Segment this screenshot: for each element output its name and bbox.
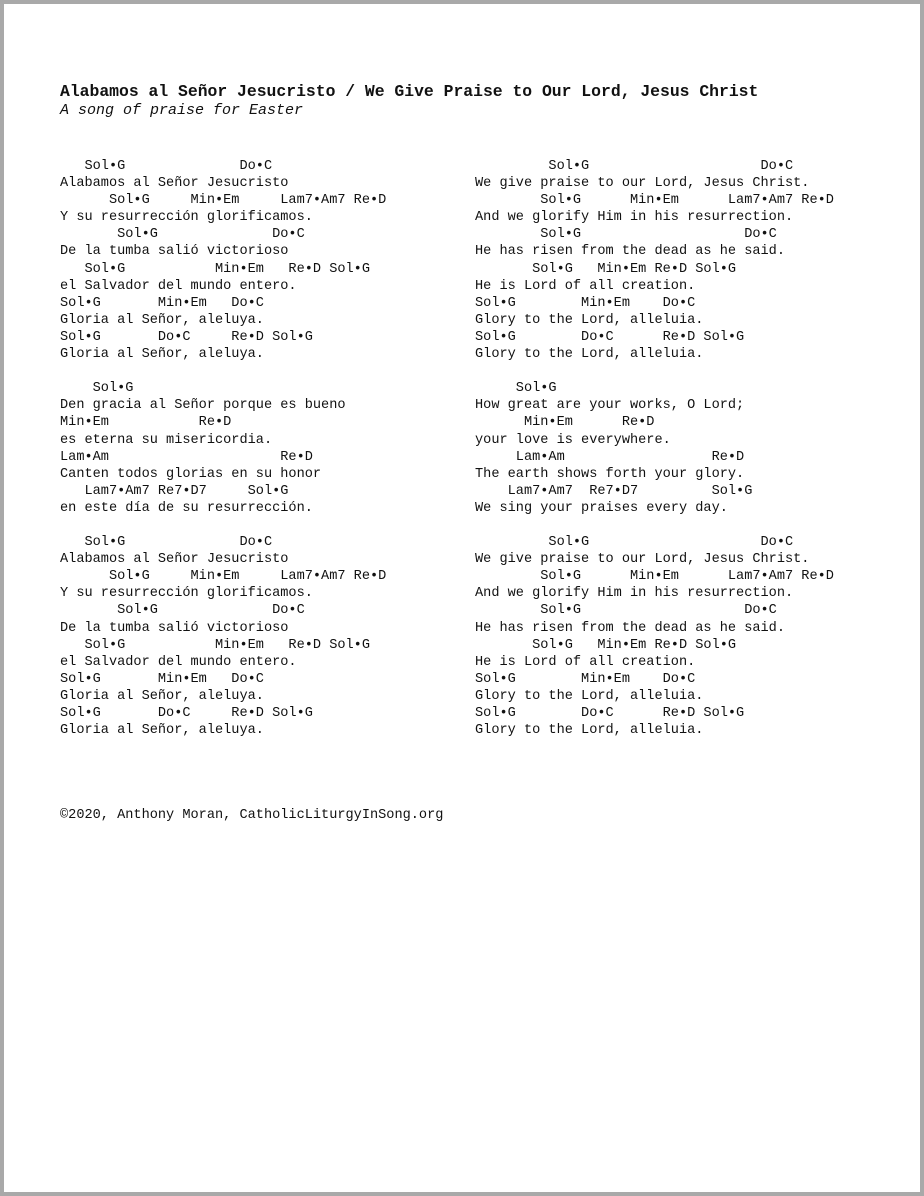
spanish-chord-line: Sol•G Do•C [60,227,305,243]
song-title: Alabamos al Señor Jesucristo / We Give Praise to Our Lord, Jesus Christ [60,82,759,101]
english-chord-line: Sol•G Min•Em Do•C [475,295,696,311]
copyright-notice: ©2020, Anthony Moran, CatholicLiturgyInSong.org [60,808,444,823]
english-lyric-line: Glory to the Lord, alleluia. [475,312,704,328]
spanish-lyric-line: Y su resurrección glorificamos. [60,586,313,602]
english-lyric-line: How great are your works, O Lord; [475,398,745,414]
english-chord-line: Sol•G Do•C [475,535,794,551]
english-chord-line: Sol•G Do•C [475,603,777,619]
spanish-lyric-line: Gloria al Señor, aleluya. [60,347,264,363]
document-page [4,4,920,1192]
english-lyric-line: We sing your praises every day. [475,500,728,516]
english-lyric-line: We give praise to our Lord, Jesus Christ. [475,176,810,192]
spanish-chord-line: Sol•G Do•C Re•D Sol•G [60,706,313,721]
english-chord-line: Sol•G Do•C [475,159,794,174]
english-verse-gap [475,363,834,380]
english-chord-line: Sol•G Do•C Re•D Sol•G [475,329,745,345]
spanish-chord-line: Sol•G Min•Em Do•C [60,295,264,311]
spanish-chord-line: Sol•G Min•Em Lam7•Am7 Re•D [60,193,387,209]
english-lyric-line: We give praise to our Lord, Jesus Christ. [475,552,810,568]
english-lyric-line: He has risen from the dead as he said. [475,620,785,636]
english-chord-line: Sol•G Min•Em Re•D Sol•G [475,261,737,277]
english-chord-line: Sol•G Min•Em Re•D Sol•G [475,637,737,653]
english-chord-line: Sol•G Do•C [475,227,777,243]
spanish-chord-line: Sol•G Min•Em Lam7•Am7 Re•D [60,569,387,585]
english-lyric-line: And we glorify Him in his resurrection. [475,586,794,602]
spanish-chord-line: Sol•G Min•Em Re•D Sol•G [60,637,370,653]
spanish-chord-line: Sol•G Do•C Re•D Sol•G [60,329,313,345]
english-chord-line: Sol•G Min•Em Lam7•Am7 Re•D [475,569,834,585]
spanish-lyric-line: Gloria al Señor, aleluya. [60,312,264,328]
english-lyric-line: And we glorify Him in his resurrection. [475,210,794,226]
english-lyric-line: He is Lord of all creation. [475,654,696,670]
spanish-lyric-line: Den gracia al Señor porque es bueno [60,398,346,414]
english-chord-line: Lam7•Am7 Re7•D7 Sol•G [475,483,753,499]
english-lyric-line: He has risen from the dead as he said. [475,244,785,260]
english-chord-line: Min•Em Re•D [475,415,655,431]
english-chord-line: Lam•Am Re•D [475,449,745,465]
english-lyric-line: Glory to the Lord, alleluia. [475,347,704,363]
song-subtitle: A song of praise for Easter [60,102,304,119]
english-chord-line: Sol•G Min•Em Do•C [475,671,696,687]
english-lyric-line: He is Lord of all creation. [475,278,696,294]
spanish-chord-line: Lam•Am Re•D [60,449,313,465]
spanish-chord-line: Sol•G Min•Em Do•C [60,671,264,687]
english-lyrics-column [475,158,834,739]
spanish-lyric-line: De la tumba salió victorioso [60,244,289,260]
spanish-lyric-line: De la tumba salió victorioso [60,620,289,636]
spanish-lyrics-column [60,158,386,739]
english-verse-gap [475,517,834,534]
spanish-lyric-line: Gloria al Señor, aleluya. [60,723,264,739]
english-lyric-line: The earth shows forth your glory. [475,466,745,482]
spanish-chord-line: Min•Em Re•D [60,415,232,431]
english-lyric-line: Glory to the Lord, alleluia. [475,723,704,739]
spanish-lyric-line: Y su resurrección glorificamos. [60,210,313,226]
english-chord-line: Sol•G [475,381,557,397]
spanish-chord-line: Sol•G Min•Em Re•D Sol•G [60,261,370,277]
spanish-chord-line: Sol•G [60,381,134,397]
spanish-chord-line: Sol•G Do•C [60,535,273,551]
english-chord-line: Sol•G Do•C Re•D Sol•G [475,706,745,721]
spanish-lyric-line: Gloria al Señor, aleluya. [60,688,264,704]
spanish-lyric-line: el Salvador del mundo entero. [60,654,297,670]
spanish-lyric-line: es eterna su misericordia. [60,432,273,448]
spanish-verse-gap [60,363,386,380]
english-lyric-line: your love is everywhere. [475,432,671,448]
english-lyric-line: Glory to the Lord, alleluia. [475,688,704,704]
spanish-lyric-line: Canten todos glorias en su honor [60,466,322,482]
spanish-lyric-line: el Salvador del mundo entero. [60,278,297,294]
spanish-verse-gap [60,517,386,534]
spanish-lyric-line: Alabamos al Señor Jesucristo [60,552,289,568]
spanish-chord-line: Lam7•Am7 Re7•D7 Sol•G [60,483,289,499]
english-chord-line: Sol•G Min•Em Lam7•Am7 Re•D [475,193,834,209]
spanish-lyric-line: en este día de su resurrección. [60,500,313,516]
spanish-lyric-line: Alabamos al Señor Jesucristo [60,176,289,192]
spanish-chord-line: Sol•G Do•C [60,603,305,619]
spanish-chord-line: Sol•G Do•C [60,159,273,174]
